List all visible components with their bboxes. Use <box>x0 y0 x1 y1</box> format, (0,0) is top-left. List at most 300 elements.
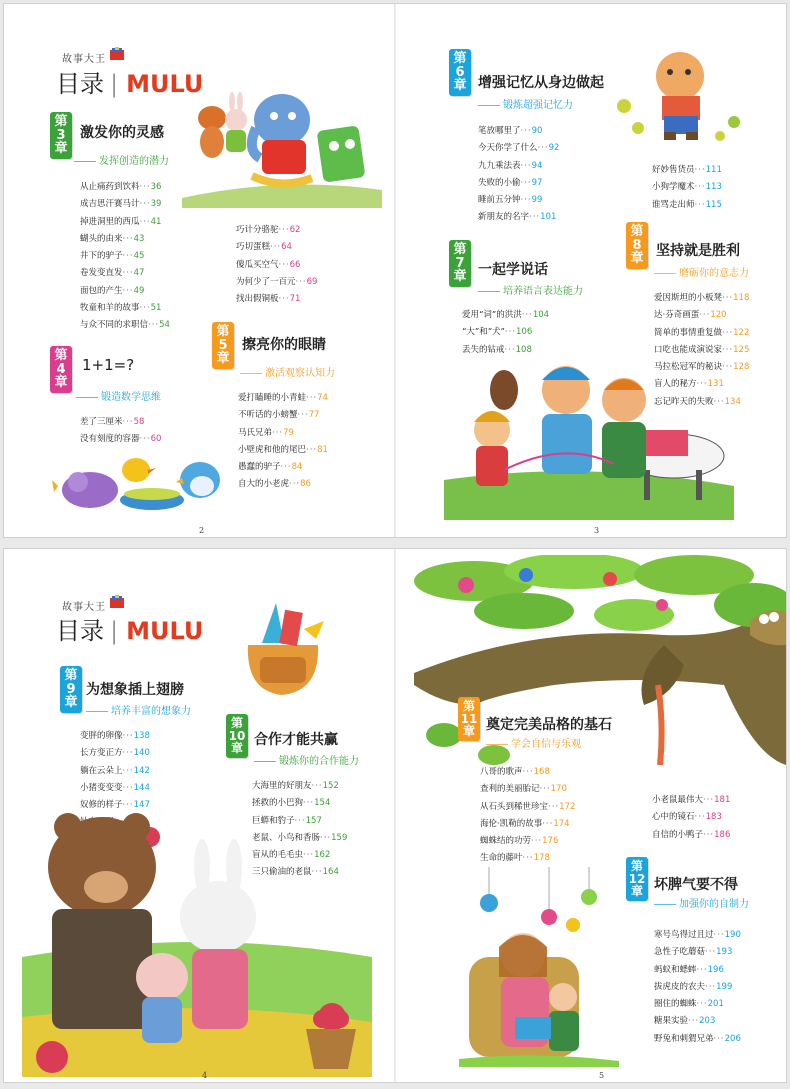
story-title: 长方变正方 <box>80 748 123 759</box>
story-title: 简单的事情重复做 <box>654 327 723 338</box>
page-ref: 58 <box>133 417 145 427</box>
page-ref: 140 <box>133 748 150 759</box>
story-title: 八哥的歌声 <box>480 767 523 777</box>
page-ref: 159 <box>331 832 348 843</box>
story-title: 牧童和羊的故事 <box>80 303 140 314</box>
leader-dots: ··· <box>521 310 533 320</box>
chapter-4-story-list <box>80 414 161 449</box>
leader-dots: ··· <box>694 199 706 210</box>
leader-dots: ··· <box>694 182 706 193</box>
page-ref: 92 <box>548 143 560 154</box>
toc-entry[interactable] <box>252 778 347 795</box>
chapter-title-11: 奠定完美品格的基石 <box>486 717 612 733</box>
toc-entry[interactable] <box>478 175 559 192</box>
book-logo-icon <box>109 47 125 61</box>
story-title: 小狗学魔术 <box>652 182 695 193</box>
toc-entry[interactable] <box>238 390 328 407</box>
story-title: 成吉思汗赛马计 <box>80 199 140 210</box>
story-title: “大”和“犬” <box>462 327 505 338</box>
chapter-badge-12: 第 12 章 <box>626 857 648 901</box>
leader-dots: ··· <box>278 259 290 270</box>
story-title: 愚蠢的驴子 <box>238 462 281 473</box>
story-title: 小猪变变变 <box>80 782 123 793</box>
leader-dots: ··· <box>520 160 532 171</box>
toc-entry[interactable] <box>238 476 328 493</box>
toc-entry[interactable] <box>654 979 741 996</box>
leader-dots: ··· <box>522 853 534 864</box>
story-title: 从石头到稀世珍宝 <box>480 801 549 812</box>
page-ref: 86 <box>300 479 311 490</box>
page-ref: 39 <box>150 199 162 210</box>
story-title: 九九乘法表 <box>478 160 521 171</box>
leader-dots: ··· <box>122 748 134 759</box>
leader-dots: ··· <box>294 815 306 826</box>
toc-entry[interactable] <box>654 290 749 307</box>
toc-entry[interactable] <box>654 1013 741 1030</box>
chapter-7-story-list <box>462 307 549 359</box>
toc-entry[interactable] <box>480 850 575 867</box>
leader-dots: ··· <box>522 767 534 777</box>
story-title: 好妙售货员 <box>652 165 695 175</box>
page-ref: 49 <box>133 285 145 296</box>
page-ref: 47 <box>133 268 145 279</box>
story-title: 马氏兄弟 <box>238 427 273 438</box>
page-ref: 43 <box>133 233 145 244</box>
story-title: 自大的小老虎 <box>238 479 290 490</box>
leader-dots: ··· <box>696 999 708 1010</box>
toc-entry[interactable] <box>654 1031 741 1048</box>
toc-entry[interactable] <box>80 265 170 282</box>
leader-dots: ··· <box>122 268 134 279</box>
tree-branch-illustration <box>414 555 786 785</box>
chapter-title-12: 坏脾气要不得 <box>654 877 738 893</box>
leader-dots: ··· <box>520 195 532 206</box>
page-ref: 131 <box>707 379 724 390</box>
leader-dots: ··· <box>520 177 532 188</box>
story-title: 差了三厘米 <box>80 417 123 427</box>
leader-dots: ··· <box>722 327 734 338</box>
story-title: 巨蟒和豹子 <box>252 815 295 826</box>
leader-dots: ··· <box>295 276 307 287</box>
chapter-subtitle-5: 激活观察认知力 <box>240 364 335 379</box>
story-title: 大海里的好朋友 <box>252 781 312 791</box>
chapter-3-story-list-continued <box>236 222 317 308</box>
toc-entry[interactable] <box>236 257 317 274</box>
leader-dots: ··· <box>722 362 734 373</box>
page-ref: 193 <box>716 947 733 958</box>
toc-entry[interactable] <box>652 809 730 826</box>
story-title: 三只偷油的老鼠 <box>252 867 312 878</box>
story-title: 海伦·凯勒的故事 <box>480 818 543 829</box>
leader-dots: ··· <box>705 981 717 992</box>
page-ref: 101 <box>540 212 557 223</box>
toc-entry[interactable] <box>652 792 730 809</box>
page-ref: 203 <box>699 1016 716 1027</box>
story-title: 今天你学了什么 <box>478 143 538 154</box>
leader-dots: ··· <box>722 293 734 303</box>
chapter-badge-11: 第 11 章 <box>458 697 480 741</box>
leader-dots: ··· <box>139 434 151 445</box>
chapter-badge-8: 第 8 章 <box>626 222 648 269</box>
leader-dots: ··· <box>699 310 711 321</box>
toc-entry[interactable] <box>478 123 559 140</box>
toc-entry[interactable] <box>236 291 317 308</box>
page-ref: 134 <box>724 396 741 407</box>
page-fold <box>394 549 396 1082</box>
page-ref: 54 <box>159 320 170 331</box>
story-title: 生命的藤叶 <box>480 853 523 864</box>
story-title: 心中的镜石 <box>652 812 695 823</box>
page-ref: 147 <box>133 800 150 811</box>
toc-entry[interactable] <box>80 214 170 231</box>
page-ref: 162 <box>314 850 331 861</box>
title-separator: | <box>110 617 119 645</box>
page-ref: 206 <box>724 1033 741 1044</box>
toc-entry[interactable] <box>478 140 559 157</box>
page-ref: 168 <box>533 767 550 777</box>
story-title: 奴修的样子 <box>80 800 123 811</box>
story-title: 蜘蛛结的功劳 <box>480 836 532 847</box>
chapter-badge-4: 第 4 章 <box>50 346 72 393</box>
page-ref: 122 <box>733 327 750 338</box>
toc-entry[interactable] <box>80 431 161 448</box>
chapter-title-7: 一起学说话 <box>478 262 548 278</box>
story-title: 井下的驴子 <box>80 251 123 262</box>
toc-entry[interactable] <box>654 342 749 359</box>
toc-entry[interactable] <box>238 459 328 476</box>
toc-entry[interactable] <box>654 927 741 944</box>
story-title: 蚂蚁和蟋蟀 <box>654 964 697 975</box>
page-ref: 111 <box>705 165 722 175</box>
story-title: 盲从的毛毛虫 <box>252 850 304 861</box>
page-ref: 174 <box>553 818 570 829</box>
bear-rabbits-illustration <box>22 807 372 1077</box>
chapter-subtitle-11: 学会自信与乐观 <box>486 735 581 750</box>
leader-dots: ··· <box>320 832 332 843</box>
toc-entry[interactable] <box>238 425 328 442</box>
toc-entry[interactable] <box>654 996 741 1013</box>
chapter-title-10: 合作才能共赢 <box>254 732 338 748</box>
story-title: 找出假铜板 <box>236 294 279 305</box>
toc-title: 目录 <box>56 70 104 98</box>
horse-children-illustration <box>444 360 734 520</box>
chapter-badge-9: 第 9 章 <box>60 666 82 713</box>
toc-entry[interactable] <box>80 745 150 762</box>
leader-dots: ··· <box>139 199 151 210</box>
page-ref: 71 <box>289 294 301 305</box>
leader-dots: ··· <box>278 294 290 305</box>
story-title: 老鼠、小鸟和香肠 <box>252 832 321 843</box>
page-ref: 84 <box>291 462 303 473</box>
toc-entry[interactable] <box>236 274 317 291</box>
page-number-5: 5 <box>599 1071 605 1080</box>
toc-entry[interactable] <box>478 209 559 226</box>
story-title: 拯救的小巴狗 <box>252 798 304 809</box>
story-title: 查利的美丽胎记 <box>480 784 540 795</box>
toc-entry[interactable] <box>654 307 749 324</box>
chapter-6-story-list <box>478 123 559 227</box>
page-ref: 62 <box>289 225 301 235</box>
story-title: 变胖的卵像 <box>80 731 123 741</box>
leader-dots: ··· <box>705 947 717 958</box>
page-ref: 115 <box>705 199 722 210</box>
leader-dots: ··· <box>122 417 134 427</box>
toc-entry[interactable] <box>80 248 170 265</box>
leader-dots: ··· <box>537 143 549 154</box>
story-title: 为何少了一百元 <box>236 276 296 287</box>
page-ref: 144 <box>133 782 150 793</box>
leader-dots: ··· <box>703 795 715 805</box>
toc-entry[interactable] <box>478 158 559 175</box>
story-title: 与众不同的求职信 <box>80 320 149 331</box>
leader-dots: ··· <box>311 867 323 878</box>
leader-dots: ··· <box>531 836 543 847</box>
toc-entry[interactable] <box>238 407 328 424</box>
toc-entry[interactable] <box>80 780 150 797</box>
birds-bowl-illustration <box>52 456 227 516</box>
leader-dots: ··· <box>139 182 151 192</box>
leader-dots: ··· <box>694 812 706 823</box>
toc-entry[interactable] <box>236 239 317 256</box>
title-separator: | <box>110 70 119 98</box>
toc-entry[interactable] <box>652 827 730 844</box>
leader-dots: ··· <box>139 216 151 227</box>
toc-entry[interactable] <box>480 799 575 816</box>
chapter-title-3: 激发你的灵感 <box>80 125 164 141</box>
toc-entry[interactable] <box>480 816 575 833</box>
page-ref: 106 <box>516 327 533 338</box>
leader-dots: ··· <box>139 303 151 314</box>
page-number-3: 3 <box>594 526 600 535</box>
toc-entry[interactable] <box>80 728 150 745</box>
page-ref: 181 <box>714 795 731 805</box>
story-title: 爱打瞌睡的小青蛙 <box>238 393 307 403</box>
story-title: 巧计分骆驼 <box>236 225 279 235</box>
toc-entry[interactable] <box>80 283 170 300</box>
chapter-title-4: 1+1=? <box>82 356 135 374</box>
page-ref: 183 <box>705 812 722 823</box>
story-title: 寒号鸟得过且过 <box>654 930 714 940</box>
page-ref: 77 <box>308 410 320 421</box>
leader-dots: ··· <box>520 126 532 136</box>
brand-label: 故事大王 <box>62 602 106 613</box>
toc-entry[interactable] <box>238 442 328 459</box>
page-ref: 154 <box>314 798 331 809</box>
story-title: 忘记昨天的失败 <box>654 396 714 407</box>
page-ref: 113 <box>705 182 722 193</box>
story-title: 蝴头的由来 <box>80 233 123 244</box>
chapter-subtitle-10: 锻炼你的合作能力 <box>254 752 359 767</box>
page-ref: 60 <box>150 434 162 445</box>
leader-dots: ··· <box>311 781 323 791</box>
leader-dots: ··· <box>713 930 725 940</box>
leader-dots: ··· <box>504 344 516 355</box>
page-ref: 201 <box>707 999 724 1010</box>
leader-dots: ··· <box>713 1033 725 1044</box>
page-ref: 118 <box>733 293 750 303</box>
spread-pages-4-5 <box>4 549 786 1082</box>
leader-dots: ··· <box>278 225 290 235</box>
chapter-subtitle-6: 锻炼超强记忆力 <box>478 96 573 111</box>
toc-entry[interactable] <box>462 342 549 359</box>
toc-entry[interactable] <box>462 324 549 341</box>
page-ref: 99 <box>531 195 543 206</box>
toc-entry[interactable] <box>654 944 741 961</box>
story-title: 达·芬奇画蛋 <box>654 310 700 321</box>
school-bag-illustration <box>238 599 328 699</box>
leader-dots: ··· <box>122 782 134 793</box>
page-ref: 190 <box>724 930 741 940</box>
toc-entry[interactable] <box>80 317 170 334</box>
toc-entry[interactable] <box>652 179 722 196</box>
leader-dots: ··· <box>303 850 315 861</box>
old-man-illustration <box>616 44 756 144</box>
page-ref: 157 <box>305 815 322 826</box>
toc-entry[interactable] <box>652 197 722 214</box>
toc-entry[interactable] <box>80 231 170 248</box>
toc-entry[interactable] <box>80 196 170 213</box>
page-ref: 69 <box>306 276 318 287</box>
page-ref: 104 <box>532 310 550 320</box>
leader-dots: ··· <box>148 320 160 331</box>
leader-dots: ··· <box>122 765 134 776</box>
toc-entry[interactable] <box>236 222 317 239</box>
toc-entry[interactable] <box>654 325 749 342</box>
toc-title: 目录 <box>56 617 104 645</box>
page-ref: 128 <box>733 362 750 373</box>
chapter-8-preceding-list <box>652 162 722 214</box>
chapter-subtitle-4: 锻造数学思维 <box>76 388 161 403</box>
toc-entry[interactable] <box>480 781 575 798</box>
chapter-title-6: 增强记忆从身边做起 <box>478 75 604 91</box>
page-ref: 64 <box>281 242 292 253</box>
story-title: 拔虎皮的农夫 <box>654 981 706 992</box>
toc-heading <box>56 611 203 646</box>
story-title: 糖果实验 <box>654 1016 689 1027</box>
page-ref: 172 <box>559 801 576 812</box>
chapter-5-story-list <box>238 390 328 494</box>
page-fold <box>394 4 396 537</box>
toc-entry[interactable] <box>654 962 741 979</box>
page-ref: 138 <box>133 731 150 741</box>
chapter-12-story-list <box>654 927 741 1048</box>
leader-dots: ··· <box>122 285 134 296</box>
leader-dots: ··· <box>688 1016 700 1027</box>
chapter-badge-10: 第 10 章 <box>226 714 248 758</box>
leader-dots: ··· <box>270 242 282 253</box>
story-title: 口吃也能成演说家 <box>654 344 723 355</box>
leader-dots: ··· <box>122 731 134 741</box>
chapter-badge-3: 第 3 章 <box>50 112 72 159</box>
page-ref: 196 <box>707 964 724 975</box>
toc-entry[interactable] <box>80 414 161 431</box>
story-title: 笔放哪里了 <box>478 126 521 136</box>
page-number-2: 2 <box>199 526 205 535</box>
leader-dots: ··· <box>703 829 715 840</box>
story-title: 新朋友的名字 <box>478 212 530 223</box>
story-title: 卷发变直发 <box>80 268 123 279</box>
page-ref: 108 <box>515 344 532 355</box>
mulu-label: MULU <box>126 617 204 645</box>
story-title: 马拉松冠军的秘诀 <box>654 362 723 373</box>
leader-dots: ··· <box>548 801 560 812</box>
page-ref: 90 <box>531 126 543 136</box>
page-ref: 152 <box>322 781 339 791</box>
toc-entry[interactable] <box>480 764 575 781</box>
toc-entry[interactable] <box>80 179 170 196</box>
story-title: 自信的小鸭子 <box>652 829 704 840</box>
chapter-subtitle-3: 发挥创造的潜力 <box>74 152 169 167</box>
leader-dots: ··· <box>694 165 706 175</box>
page-ref: 199 <box>716 981 733 992</box>
page-ref: 51 <box>150 303 162 314</box>
leader-dots: ··· <box>713 396 725 407</box>
story-title: 盲人的秘方 <box>654 379 697 390</box>
chapter-badge-6: 第 6 章 <box>449 49 471 96</box>
chapter-subtitle-9: 培养丰富的想象力 <box>86 702 191 717</box>
page-ref: 36 <box>150 182 162 192</box>
mulu-label: MULU <box>126 70 204 98</box>
page-ref: 186 <box>714 829 731 840</box>
chapter-title-8: 坚持就是胜利 <box>656 243 740 259</box>
toc-entry[interactable] <box>462 307 549 324</box>
leader-dots: ··· <box>122 800 134 811</box>
page-ref: 45 <box>133 251 145 262</box>
chapter-title-5: 擦亮你的眼睛 <box>242 337 326 353</box>
leader-dots: ··· <box>280 462 292 473</box>
brand-label: 故事大王 <box>62 54 106 65</box>
leader-dots: ··· <box>696 379 708 390</box>
spread-pages-2-3 <box>4 4 786 537</box>
story-title: 急性子吃蘑菇 <box>654 947 706 958</box>
leader-dots: ··· <box>306 393 318 403</box>
leader-dots: ··· <box>722 344 734 355</box>
page-ref: 66 <box>289 259 301 270</box>
story-title: 躺在云朵上 <box>80 765 123 776</box>
leader-dots: ··· <box>696 964 708 975</box>
chapter-badge-7: 第 7 章 <box>449 240 471 287</box>
leader-dots: ··· <box>303 798 315 809</box>
toc-entry[interactable] <box>80 763 150 780</box>
story-title: 巧切蛋糕 <box>236 242 271 253</box>
story-title: 不听话的小螃蟹 <box>238 410 298 421</box>
leader-dots: ··· <box>297 410 309 421</box>
story-title: 爱因斯坦的小板凳 <box>654 293 723 303</box>
leader-dots: ··· <box>504 327 516 338</box>
book-logo-icon <box>109 595 125 609</box>
chapter-subtitle-8: 磨砺你的意志力 <box>654 264 749 279</box>
story-title: 小壁虎和他的尾巴 <box>238 444 307 455</box>
chapter-title-9: 为想象插上翅膀 <box>86 682 184 698</box>
chapter-badge-5: 第 5 章 <box>212 322 234 369</box>
toc-entry[interactable] <box>478 192 559 209</box>
story-title: 野兔和刺猬兄弟 <box>654 1033 714 1044</box>
page-ref: 74 <box>317 393 328 403</box>
page-ref: 164 <box>322 867 339 878</box>
page-ref: 41 <box>150 216 162 227</box>
toc-entry[interactable] <box>480 833 575 850</box>
mother-child-reading-illustration <box>459 867 619 1067</box>
story-title: 睡前五分钟 <box>478 195 521 206</box>
chapter-3-story-list <box>80 179 170 335</box>
page-number-4: 4 <box>202 1071 208 1080</box>
page-ref: 94 <box>531 160 543 171</box>
toc-entry[interactable] <box>652 162 722 179</box>
page-ref: 120 <box>710 310 727 321</box>
toc-entry[interactable] <box>80 300 170 317</box>
story-title: 失败的小偷 <box>478 177 521 188</box>
story-title: 面包的产生 <box>80 285 123 296</box>
